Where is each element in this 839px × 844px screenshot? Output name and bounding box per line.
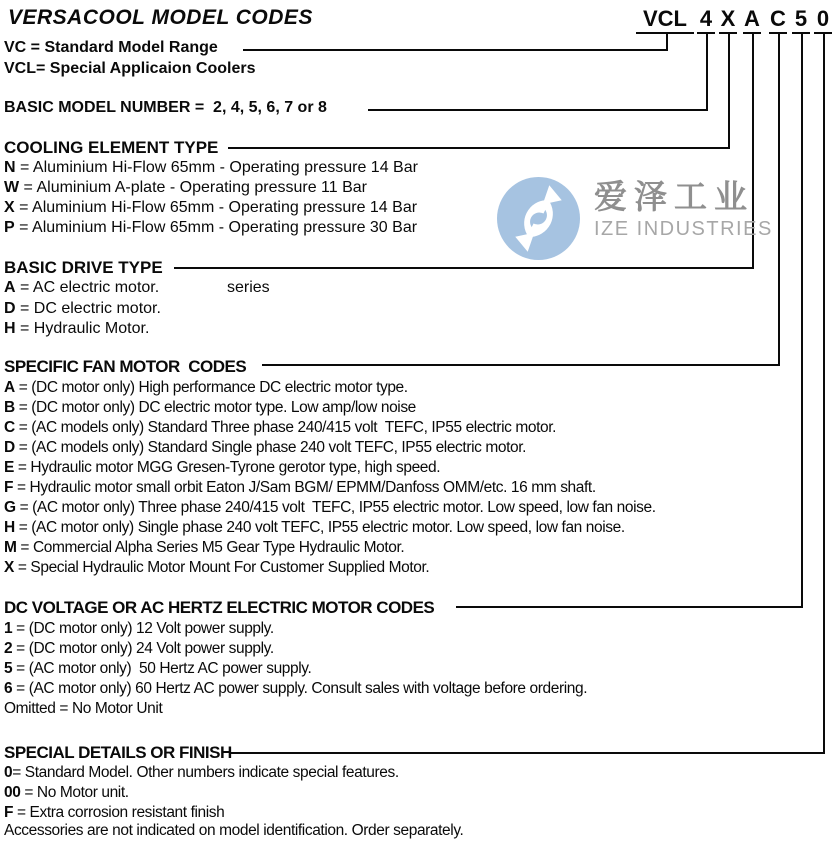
code-desc: Aluminium A-plate - Operating pressure 11 Bar bbox=[36, 179, 367, 196]
code-separator: = bbox=[14, 219, 33, 236]
code-desc: Hydraulic motor small orbit Eaton J/Sam BGM/ EPMM/Danfoss OMM/etc. 16 mm shaft. bbox=[29, 479, 596, 496]
connector-v-x bbox=[728, 34, 730, 149]
code-desc: (AC motor only) Three phase 240/415 volt TEFC, IP55 electric motor. Low speed, low fan noise. bbox=[32, 499, 656, 516]
code-label: B bbox=[4, 399, 15, 416]
page-title: VERSACOOL MODEL CODES bbox=[8, 6, 313, 29]
connector-h-a bbox=[174, 267, 754, 269]
brand-name-english: IZE INDUSTRIES bbox=[594, 218, 773, 240]
code-separator: = bbox=[15, 499, 33, 516]
model-code-char-x: X bbox=[719, 5, 737, 34]
code-label: VCL bbox=[4, 60, 36, 77]
code-row bbox=[4, 219, 417, 237]
code-label: W bbox=[4, 179, 20, 196]
code-desc: Aluminium Hi-Flow 65mm - Operating pressure 14 Bar bbox=[32, 159, 418, 176]
code-label: 5 bbox=[4, 660, 13, 677]
code-label: F bbox=[4, 479, 14, 496]
code-desc: (DC motor only) 24 Volt power supply. bbox=[28, 640, 274, 657]
code-row bbox=[4, 479, 596, 497]
code-label: X bbox=[4, 559, 14, 576]
code-row bbox=[4, 199, 417, 217]
code-row bbox=[4, 660, 311, 678]
model-code-char-0: 0 bbox=[814, 5, 832, 34]
code-row bbox=[4, 764, 399, 782]
code-label: 6 bbox=[4, 680, 13, 697]
code-desc: (AC motor only) 50 Hertz AC power supply. bbox=[28, 660, 312, 677]
code-desc: Hydraulic Motor. bbox=[33, 320, 150, 337]
connector-v-4 bbox=[706, 34, 708, 111]
code-label: E bbox=[4, 459, 14, 476]
code-row bbox=[4, 379, 408, 397]
code-desc: AC electric motor. bbox=[32, 279, 160, 296]
code-label: Omitted bbox=[4, 700, 56, 717]
code-label: D bbox=[4, 300, 16, 317]
connector-h-0 bbox=[229, 752, 825, 754]
code-label: VC bbox=[4, 39, 27, 56]
code-label: M bbox=[4, 539, 17, 556]
code-label: 1 bbox=[4, 620, 13, 637]
code-separator: = bbox=[14, 379, 32, 396]
code-label: C bbox=[4, 419, 15, 436]
code-separator: = bbox=[13, 559, 31, 576]
code-separator: = bbox=[55, 700, 72, 717]
code-desc: Extra corrosion resistant finish bbox=[29, 804, 225, 821]
code-label: A bbox=[4, 379, 15, 396]
code-label: 0 bbox=[4, 764, 13, 781]
code-label: H bbox=[4, 519, 15, 536]
code-label: 2 bbox=[4, 640, 13, 657]
connector-h-4 bbox=[368, 109, 708, 111]
code-separator: = bbox=[12, 640, 29, 657]
voltage-codes-heading: DC VOLTAGE OR AC HERTZ ELECTRIC MOTOR CODES bbox=[4, 598, 435, 617]
code-separator: = bbox=[36, 60, 50, 77]
code-desc: (DC motor only) 12 Volt power supply. bbox=[28, 620, 274, 637]
code-desc: Aluminium Hi-Flow 65mm - Operating pressure 14 Bar bbox=[32, 199, 418, 216]
code-separator: = bbox=[12, 680, 29, 697]
code-separator: = bbox=[19, 179, 37, 196]
code-separator: = bbox=[15, 320, 34, 337]
code-row bbox=[4, 399, 416, 417]
code-row bbox=[4, 539, 404, 557]
code-separator: = bbox=[13, 804, 30, 821]
fan-motor-codes-heading: SPECIFIC FAN MOTOR CODES bbox=[4, 357, 247, 376]
cooling-element-type-heading: COOLING ELEMENT TYPE bbox=[4, 138, 219, 157]
model-code-group-vcl: VCL bbox=[636, 5, 694, 34]
code-label: N bbox=[4, 159, 16, 176]
special-details-heading: SPECIAL DETAILS OR FINISH bbox=[4, 743, 232, 762]
code-label: 00 bbox=[4, 784, 21, 801]
basic-model-number-heading: BASIC MODEL NUMBER = 2, 4, 5, 6, 7 or 8 bbox=[4, 99, 327, 116]
code-separator: = bbox=[12, 660, 29, 677]
code-desc: DC electric motor. bbox=[33, 300, 161, 317]
code-row bbox=[4, 300, 161, 318]
code-separator: = bbox=[15, 300, 34, 317]
code-separator: = bbox=[13, 459, 31, 476]
code-row bbox=[4, 39, 218, 57]
code-separator: = bbox=[14, 519, 32, 536]
connector-h-5 bbox=[456, 606, 803, 608]
code-label: A bbox=[4, 279, 16, 296]
code-desc: No Motor unit. bbox=[36, 784, 129, 801]
model-code-char-c: C bbox=[769, 5, 787, 34]
code-separator: = bbox=[15, 279, 33, 296]
code-separator: = bbox=[15, 159, 33, 176]
code-separator: = bbox=[12, 764, 25, 781]
code-label: X bbox=[4, 199, 15, 216]
code-desc: Commercial Alpha Series M5 Gear Type Hydraulic Motor. bbox=[32, 539, 405, 556]
code-separator: = bbox=[20, 784, 37, 801]
code-row bbox=[4, 279, 270, 297]
code-row bbox=[4, 439, 526, 457]
code-desc: Hydraulic motor MGG Gresen-Tyrone gerotor type, high speed. bbox=[30, 459, 441, 476]
code-desc: (AC motor only) Single phase 240 volt TEFC, IP55 electric motor. Low speed, low fan noise. bbox=[31, 519, 625, 536]
code-row bbox=[4, 559, 429, 577]
code-row bbox=[4, 459, 440, 477]
model-code-char-4: 4 bbox=[697, 5, 715, 34]
code-separator: = bbox=[14, 439, 32, 456]
code-desc: (DC motor only) High performance DC electric motor type. bbox=[31, 379, 408, 396]
code-row bbox=[4, 320, 149, 338]
code-desc: Standard Model Range bbox=[44, 39, 218, 56]
code-row bbox=[4, 499, 656, 517]
connector-v-5 bbox=[801, 34, 803, 608]
code-desc: (AC models only) Standard Single phase 240 volt TEFC, IP55 electric motor. bbox=[31, 439, 527, 456]
code-desc: Special Applicaion Coolers bbox=[49, 60, 256, 77]
code-row bbox=[4, 419, 556, 437]
code-separator: = bbox=[13, 479, 30, 496]
code-label: G bbox=[4, 499, 16, 516]
watermark-logo bbox=[497, 177, 773, 260]
brand-text bbox=[594, 177, 773, 241]
model-code-char-5: 5 bbox=[792, 5, 810, 34]
code-desc: Special Hydraulic Motor Mount For Customer Supplied Motor. bbox=[30, 559, 430, 576]
code-row bbox=[4, 700, 162, 718]
code-row bbox=[4, 804, 224, 822]
code-desc: (AC models only) Standard Three phase 240/415 volt TEFC, IP55 electric motor. bbox=[31, 419, 557, 436]
footer-note: Accessories are not indicated on model identification. Order separately. bbox=[4, 822, 464, 839]
code-label: F bbox=[4, 804, 14, 821]
connector-h-c bbox=[262, 364, 780, 366]
code-label: H bbox=[4, 320, 16, 337]
code-desc: (DC motor only) DC electric motor type. Low amp/low noise bbox=[31, 399, 416, 416]
code-row bbox=[4, 784, 129, 802]
code-separator: = bbox=[16, 539, 33, 556]
code-row bbox=[4, 519, 625, 537]
brand-name-chinese: 爱泽工业 bbox=[594, 178, 754, 215]
connector-v-0 bbox=[823, 34, 825, 754]
code-desc: Aluminium Hi-Flow 65mm - Operating pressure 30 Bar bbox=[32, 219, 418, 236]
model-code-char-a: A bbox=[743, 5, 761, 34]
code-label: P bbox=[4, 219, 15, 236]
basic-drive-type-heading: BASIC DRIVE TYPE bbox=[4, 258, 163, 277]
connector-v-c bbox=[778, 34, 780, 366]
connector-h-vcl bbox=[243, 49, 668, 51]
series-note: series bbox=[227, 279, 270, 296]
code-row bbox=[4, 60, 255, 78]
code-label: D bbox=[4, 439, 15, 456]
code-row bbox=[4, 620, 274, 638]
code-separator: = bbox=[14, 419, 32, 436]
code-desc: Standard Model. Other numbers indicate special features. bbox=[24, 764, 399, 781]
code-row bbox=[4, 179, 367, 197]
code-separator: = bbox=[14, 399, 32, 416]
code-row bbox=[4, 680, 587, 698]
code-separator: = bbox=[26, 39, 45, 56]
code-desc: No Motor Unit bbox=[71, 700, 163, 717]
code-desc: (AC motor only) 60 Hertz AC power supply. Consult sales with voltage before ordering. bbox=[28, 680, 588, 697]
code-separator: = bbox=[12, 620, 29, 637]
code-row bbox=[4, 159, 418, 177]
code-separator: = bbox=[14, 199, 33, 216]
code-row bbox=[4, 640, 274, 658]
connector-h-x bbox=[228, 147, 730, 149]
brand-circle-icon bbox=[497, 177, 580, 260]
